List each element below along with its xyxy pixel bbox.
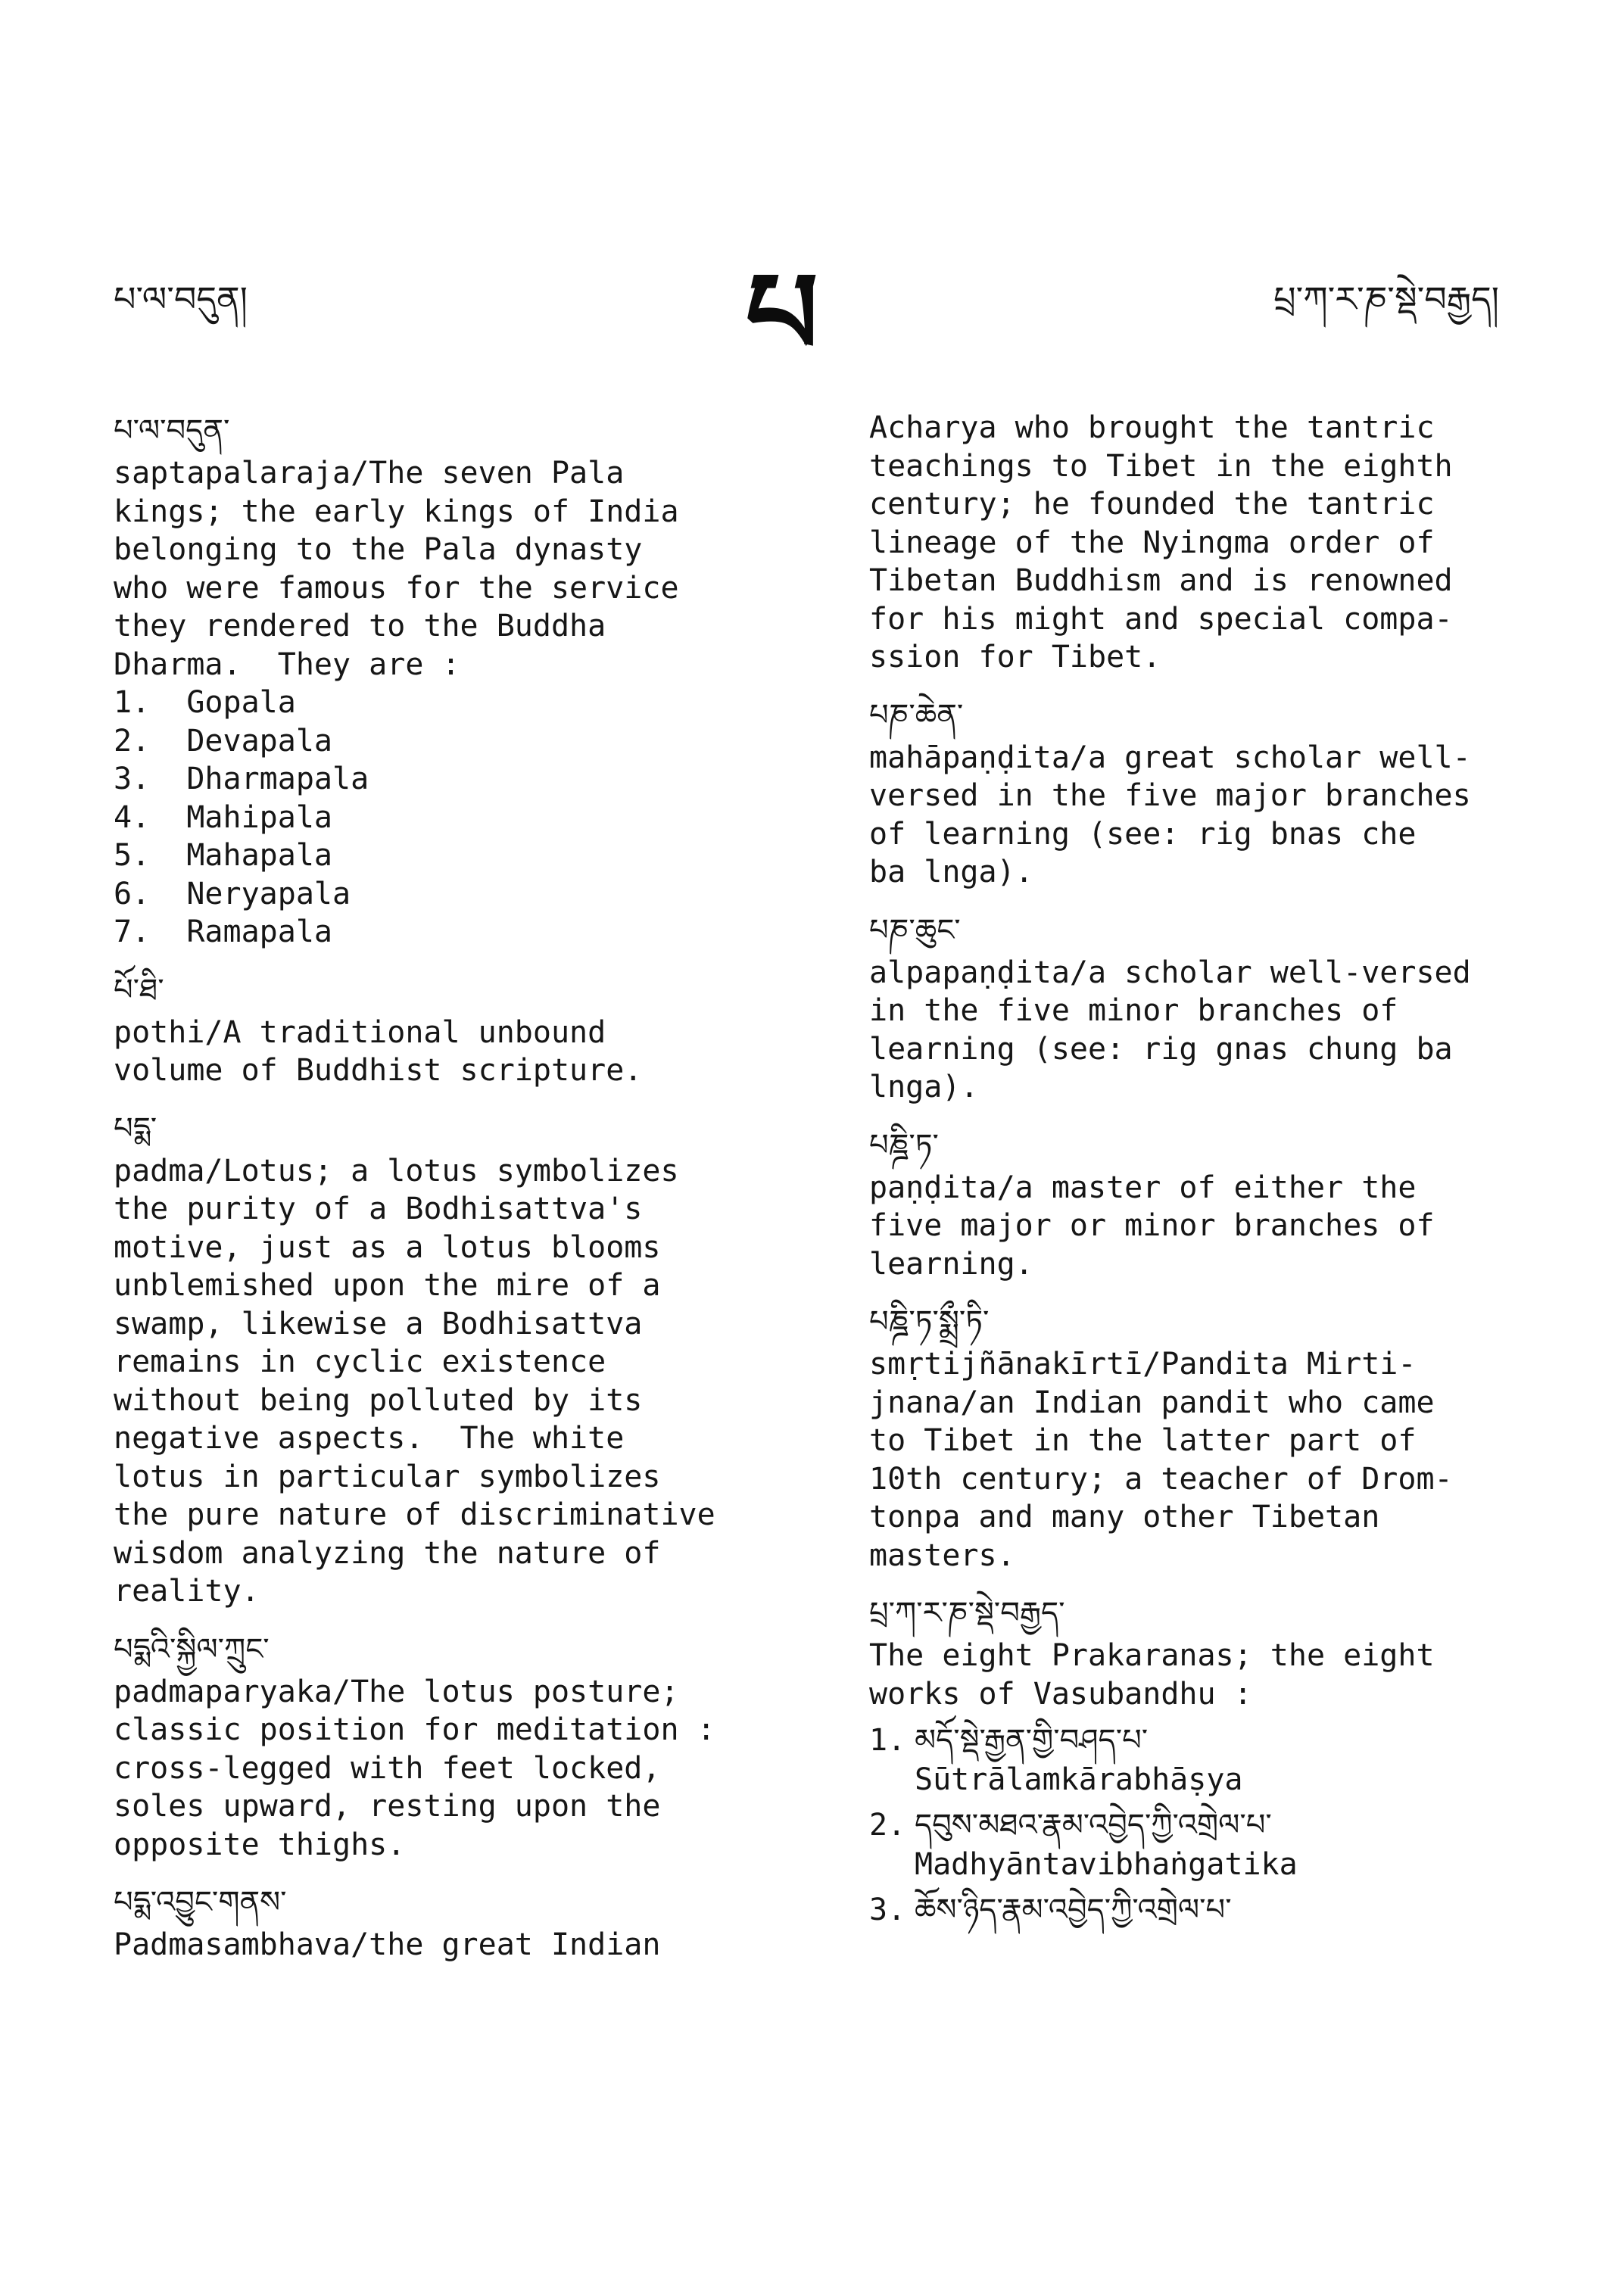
work-number: 1. bbox=[869, 1723, 906, 1758]
list-item: 6. Neryapala bbox=[114, 876, 351, 911]
list-item: 3. Dharmapala bbox=[114, 762, 369, 796]
entry-definition-continued: Acharya who brought the tantric teachings to Tibet in the eighth century; he founded the tantric lineage of the Nyingma order of Tibetan Buddhism and is renowned for his might and special compa- ssion for Tibet. bbox=[869, 410, 1453, 675]
entry-headword: པྲ་ཀ་ར་ཎ་སྡེ་བརྒྱད་ bbox=[869, 1596, 1065, 1631]
entry-definition: The eight Prakaranas; the eight works of Vasubandhu : bbox=[869, 1638, 1435, 1712]
work-sanskrit-title: Sūtrālamkārabhāṣya bbox=[915, 1762, 1243, 1797]
entry-padmasambhava bbox=[114, 1880, 765, 1964]
list-item: 2. Devapala bbox=[114, 723, 332, 759]
right-column bbox=[869, 409, 1520, 1948]
list-item: 1. Gopala bbox=[114, 685, 296, 720]
pala-kings-list bbox=[114, 684, 765, 952]
entry-padma bbox=[114, 1107, 765, 1611]
entry-headword: པདྨ་ bbox=[114, 1111, 157, 1146]
entry-definition: mahāpaṇḍita/a great scholar well- versed in the five major branches of learning (see: rig bnas che ba lnga). bbox=[869, 740, 1471, 889]
entry-pala-kings bbox=[114, 409, 765, 952]
list-item: 5. Mahapala bbox=[114, 838, 332, 873]
entry-definition: padmaparyaka/The lotus posture; classic position for meditation : cross-legged with feet locked, soles upward, resting upon the opposite thighs. bbox=[114, 1674, 715, 1862]
entry-alpapandita bbox=[869, 908, 1520, 1107]
entry-eight-prakaranas bbox=[869, 1591, 1520, 1931]
entry-headword: པ་ལ་བདུན་ bbox=[114, 413, 230, 448]
entry-definition: padma/Lotus; a lotus symbolizes the purity of a Bodhisattva's motive, just as a lotus blooms unblemished upon the mire of a swamp, likewise a Bodhisattva remains in cyclic existence without being polluted by its negative aspects. The white lotus in particular symbolizes the pure nature of discriminative wisdom analyzing the nature of reality. bbox=[114, 1153, 715, 1609]
entry-headword: པཎ་ཆེན་ bbox=[869, 697, 964, 733]
header-left-guide-word: པ་ལ་བདུན། bbox=[114, 279, 248, 319]
entry-smrtijnanakirti bbox=[869, 1300, 1520, 1575]
entry-lotus-posture bbox=[114, 1628, 765, 1865]
work-item bbox=[869, 1719, 1520, 1798]
entry-definition: smṛtijñānakīrtī/Pandita Mirti- jnana/an Indian pandit who came to Tibet in the latter part of 10th century; a teacher of Drom- tonpa and many other Tibetan masters. bbox=[869, 1347, 1453, 1573]
entry-headword: པཎྜི་ཏ་ bbox=[869, 1127, 939, 1163]
entry-pothi bbox=[114, 968, 765, 1090]
work-number: 3. bbox=[869, 1893, 906, 1927]
entry-headword: པོ་ཐི་ bbox=[114, 972, 164, 1008]
entry-pandita bbox=[869, 1123, 1520, 1284]
entry-definition: alpapaṇḍita/a scholar well-versed in the five minor branches of learning (see: rig gnas chung ba lnga). bbox=[869, 955, 1471, 1104]
entry-definition: Padmasambhava/the great Indian bbox=[114, 1927, 661, 1962]
work-tibetan-title: ཆོས་ཉིད་རྣམ་འབྱེད་ཀྱི་འགྲེལ་པ་ bbox=[915, 1893, 1232, 1927]
work-number: 2. bbox=[869, 1808, 906, 1843]
entry-definition: paṇḍita/a master of either the five major or minor branches of learning. bbox=[869, 1170, 1435, 1282]
work-tibetan-title: མདོ་སྡེ་རྒྱན་གྱི་བཤད་པ་ bbox=[915, 1723, 1149, 1758]
list-item: 7. Ramapala bbox=[114, 914, 332, 949]
work-item bbox=[869, 1804, 1520, 1883]
header-right-guide-word: པྲ་ཀ་ར་ཎ་སྡེ་བརྒྱད། bbox=[1273, 279, 1499, 319]
list-item: 4. Mahipala bbox=[114, 799, 332, 835]
work-item bbox=[869, 1889, 1520, 1931]
entry-headword: པཎྜི་ཏ་སྨྲྀ་ཏི་ bbox=[869, 1304, 990, 1339]
entry-headword: པདྨའི་སྐྱིལ་ཀྲུང་ bbox=[114, 1631, 270, 1667]
work-tibetan-title: དབུས་མཐའ་རྣམ་འབྱེད་ཀྱི་འགྲེལ་པ་ bbox=[915, 1808, 1272, 1843]
entry-definition: pothi/A traditional unbound volume of Buddhist scripture. bbox=[114, 1014, 643, 1088]
left-column bbox=[114, 409, 765, 1981]
entry-headword: པཎ་ཆུང་ bbox=[869, 912, 961, 948]
header-section-letter: པ bbox=[746, 248, 819, 381]
work-sanskrit-title: Madhyāntavibhaṅgatika bbox=[915, 1847, 1298, 1882]
entry-definition: saptapalaraja/The seven Pala kings; the early kings of India belonging to the Pala dynasty who were famous for the service they rendered to the Buddha Dharma. They are : bbox=[114, 456, 679, 682]
entry-mahapandita bbox=[869, 693, 1520, 892]
entry-continuation bbox=[869, 409, 1520, 677]
entry-headword: པདྨ་འབྱུང་གནས་ bbox=[114, 1885, 287, 1920]
